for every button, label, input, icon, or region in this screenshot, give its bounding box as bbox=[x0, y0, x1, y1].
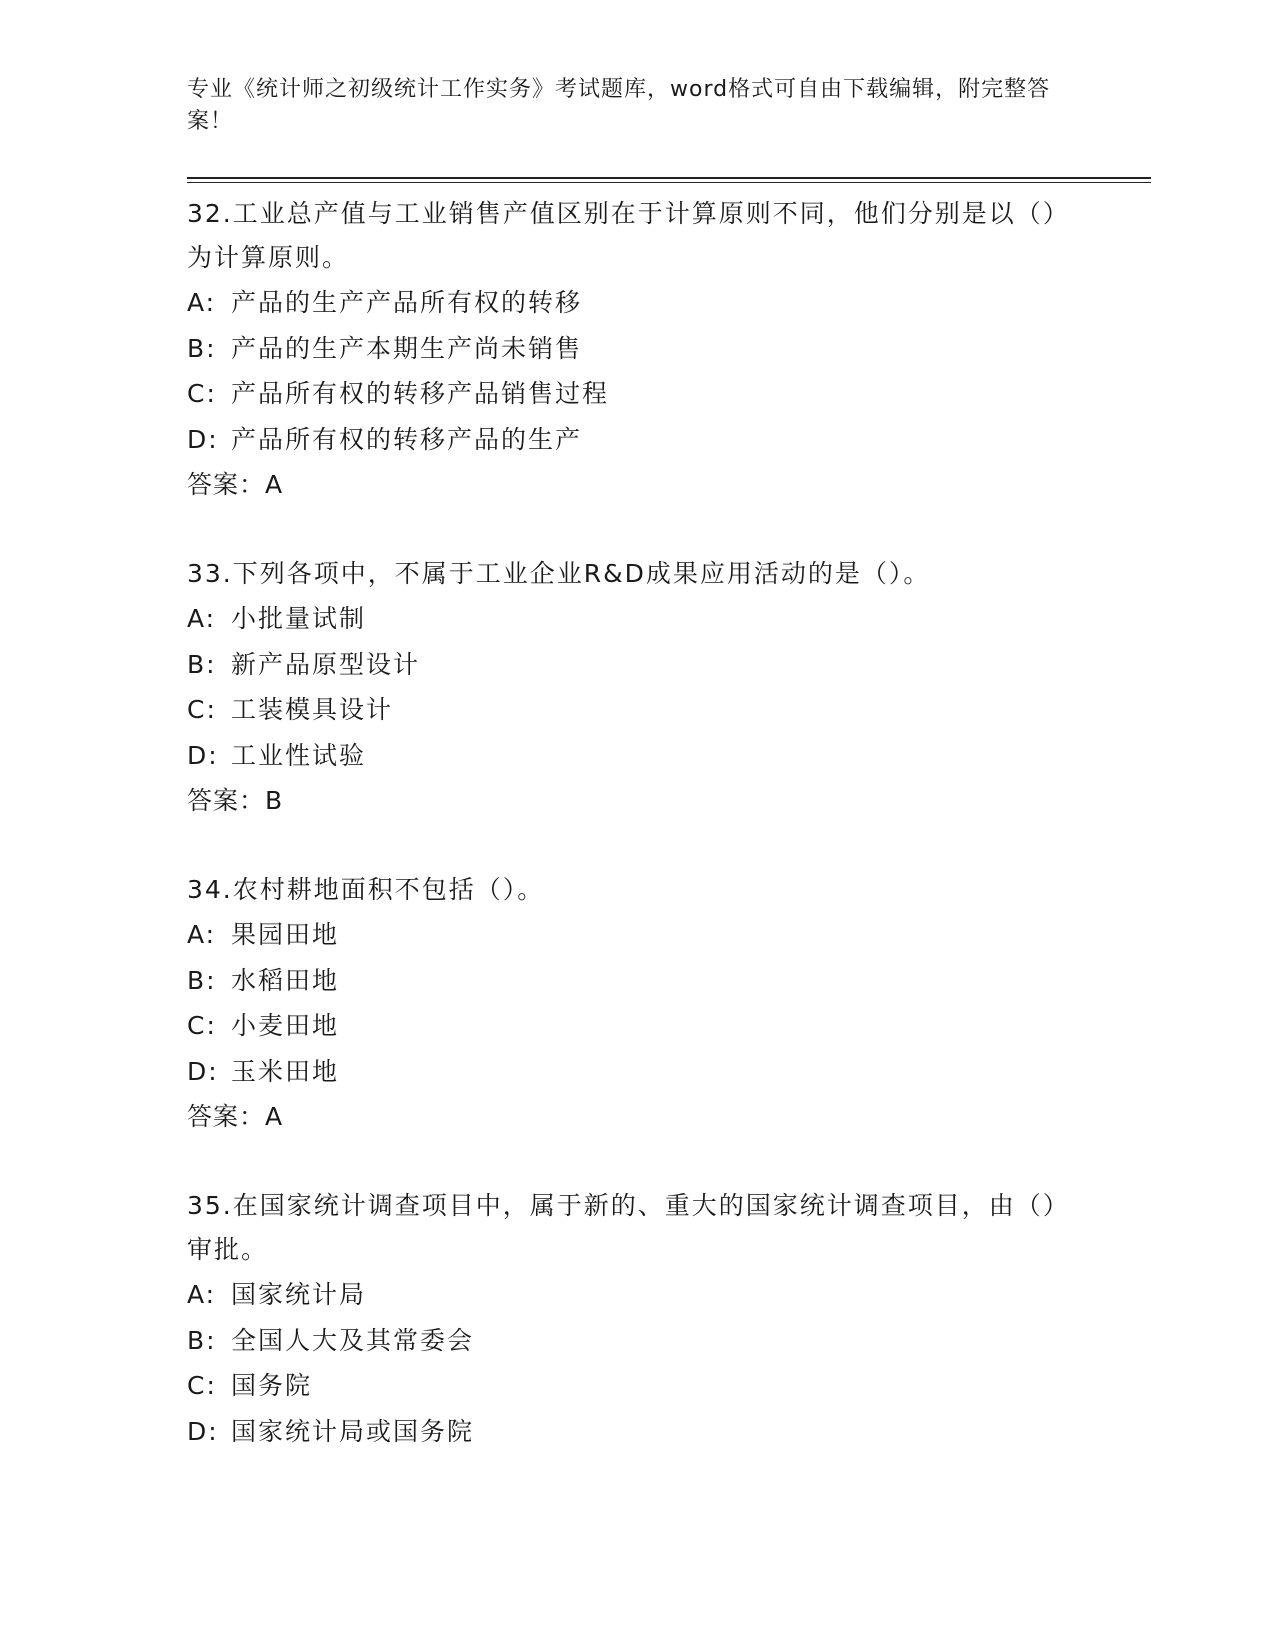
option-text: 全国人大及其常委会 bbox=[231, 1325, 475, 1355]
option-letter: D: bbox=[187, 1056, 219, 1086]
option-letter: D: bbox=[187, 740, 219, 770]
option-d bbox=[187, 1409, 1087, 1455]
option-d bbox=[187, 417, 1087, 463]
option-letter: B: bbox=[187, 333, 217, 363]
option-letter: B: bbox=[187, 965, 217, 995]
question-stem: 35.在国家统计调查项目中，属于新的、重大的国家统计调查项目，由（）审批。 bbox=[187, 1191, 1070, 1264]
option-d bbox=[187, 1049, 1087, 1095]
option-c bbox=[187, 1363, 1087, 1409]
option-b bbox=[187, 326, 1087, 372]
option-letter: C: bbox=[187, 1011, 217, 1040]
answer-line: 答案：B bbox=[187, 786, 284, 815]
option-c bbox=[187, 687, 1087, 733]
option-text: 工装模具设计 bbox=[231, 695, 394, 724]
option-b bbox=[187, 642, 1087, 688]
option-letter: C: bbox=[187, 379, 217, 408]
option-letter: A: bbox=[187, 920, 217, 949]
option-text: 玉米田地 bbox=[231, 1056, 340, 1086]
option-text: 工业性试验 bbox=[231, 740, 367, 770]
option-letter: A: bbox=[187, 288, 217, 317]
option-a bbox=[187, 596, 1087, 642]
question-stem: 33.下列各项中，不属于工业企业R&D成果应用活动的是（）。 bbox=[187, 559, 931, 588]
answer-line: 答案：A bbox=[187, 470, 284, 499]
question-34 bbox=[187, 868, 1087, 1140]
option-text: 小麦田地 bbox=[231, 1011, 340, 1040]
option-text: 产品的生产本期生产尚未销售 bbox=[231, 333, 583, 363]
option-text: 水稻田地 bbox=[231, 965, 340, 995]
option-a bbox=[187, 912, 1087, 958]
option-letter: A: bbox=[187, 1280, 217, 1309]
option-text: 国务院 bbox=[231, 1371, 313, 1400]
question-32 bbox=[187, 192, 1087, 508]
answer-line: 答案：A bbox=[187, 1102, 284, 1131]
option-b bbox=[187, 1318, 1087, 1364]
option-c bbox=[187, 371, 1087, 417]
option-b bbox=[187, 958, 1087, 1004]
option-a bbox=[187, 280, 1087, 326]
option-text: 产品的生产产品所有权的转移 bbox=[231, 288, 583, 317]
option-text: 果园田地 bbox=[231, 920, 340, 949]
header-note: 专业《统计师之初级统计工作实务》考试题库，word格式可自由下载编辑，附完整答案！ bbox=[187, 77, 1051, 134]
option-text: 新产品原型设计 bbox=[231, 649, 421, 679]
question-33 bbox=[187, 552, 1087, 824]
option-letter: B: bbox=[187, 649, 217, 679]
question-stem: 34.农村耕地面积不包括（）。 bbox=[187, 875, 545, 904]
option-text: 产品所有权的转移产品的生产 bbox=[231, 424, 583, 454]
option-a bbox=[187, 1272, 1087, 1318]
option-letter: C: bbox=[187, 695, 217, 724]
question-35 bbox=[187, 1184, 1087, 1454]
option-text: 国家统计局或国务院 bbox=[231, 1416, 475, 1446]
header-rule-thin bbox=[187, 182, 1151, 183]
option-c bbox=[187, 1003, 1087, 1049]
question-stem: 32.工业总产值与工业销售产值区别在于计算原则不同，他们分别是以（）为计算原则。 bbox=[187, 199, 1070, 272]
option-letter: D: bbox=[187, 1416, 219, 1446]
option-letter: D: bbox=[187, 424, 219, 454]
option-d bbox=[187, 733, 1087, 779]
option-text: 国家统计局 bbox=[231, 1280, 367, 1309]
option-letter: C: bbox=[187, 1371, 217, 1400]
option-text: 小批量试制 bbox=[231, 604, 367, 633]
option-letter: A: bbox=[187, 604, 217, 633]
question-list bbox=[187, 192, 1087, 1498]
option-letter: B: bbox=[187, 1325, 217, 1355]
option-text: 产品所有权的转移产品销售过程 bbox=[231, 379, 610, 408]
header-rule-thick bbox=[187, 177, 1151, 179]
